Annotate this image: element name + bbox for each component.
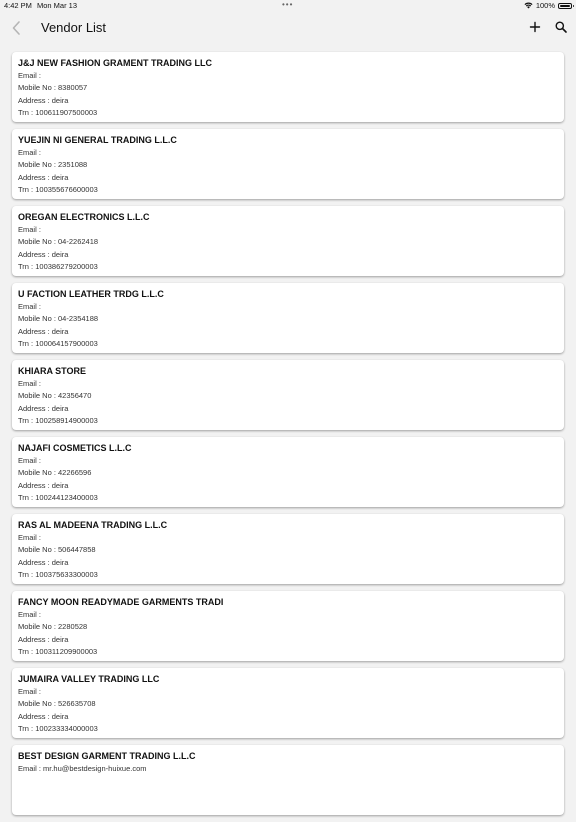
vendor-email: Email : mr.hu@bestdesign-huixue.com (18, 764, 147, 773)
vendor-trn: Trn : 100064157900003 (18, 339, 98, 349)
vendor-card[interactable] (12, 745, 564, 815)
status-date: Mon Mar 13 (37, 1, 78, 10)
vendor-card[interactable] (12, 437, 564, 507)
vendor-trn: Trn : 100375633300003 (18, 570, 98, 580)
add-vendor-icon[interactable] (528, 20, 542, 34)
vendor-card[interactable] (12, 206, 564, 276)
vendor-name: NAJAFI COSMETICS L.L.C (18, 443, 132, 453)
vendor-trn: Trn : 100311209900003 (18, 647, 98, 657)
vendor-trn: Trn : 100611907500003 (18, 108, 98, 118)
wifi-icon (524, 2, 533, 9)
vendor-name: BEST DESIGN GARMENT TRADING L.L.C (18, 751, 196, 761)
vendor-name: RAS AL MADEENA TRADING L.L.C (18, 520, 168, 530)
vendor-email: Email : (18, 225, 41, 234)
vendor-name: OREGAN ELECTRONICS L.L.C (18, 212, 150, 222)
battery-percent: 100% (535, 1, 555, 10)
vendor-mobile: Mobile No : 526635708 (18, 699, 96, 709)
vendor-address: Address : deira (18, 172, 69, 182)
vendor-card[interactable] (12, 283, 564, 353)
vendor-mobile: Mobile No : 04-2262418 (18, 237, 99, 247)
vendor-card[interactable] (12, 52, 564, 122)
navigation-bar (0, 12, 576, 42)
search-icon[interactable] (554, 20, 568, 34)
battery-icon (558, 3, 572, 9)
vendor-name: JUMAIRA VALLEY TRADING LLC (18, 674, 160, 684)
vendor-trn: Trn : 100386279200003 (18, 262, 98, 272)
vendor-trn: Trn : 100244123400003 (18, 493, 98, 503)
vendor-trn: Trn : 100355676600003 (18, 185, 98, 195)
vendor-email: Email : (18, 302, 41, 311)
vendor-email: Email : (18, 379, 41, 388)
vendor-mobile: Mobile No : 8380057 (18, 83, 88, 93)
vendor-name: KHIARA STORE (18, 366, 87, 376)
vendor-email: Email : (18, 687, 41, 696)
vendor-mobile: Mobile No : 42356470 (18, 391, 92, 401)
vendor-email: Email : (18, 610, 41, 619)
page-title: Vendor List (41, 20, 107, 35)
vendor-address: Address : deira (18, 95, 69, 105)
status-time: 4:42 PM (4, 1, 32, 10)
vendor-name: J&J NEW FASHION GRAMENT TRADING LLC (18, 58, 213, 68)
vendor-trn: Trn : 100233334000003 (18, 724, 98, 734)
vendor-email: Email : (18, 148, 41, 157)
vendor-name: YUEJIN NI GENERAL TRADING L.L.C (18, 135, 177, 145)
vendor-trn: Trn : 100258914900003 (18, 416, 98, 426)
vendor-address: Address : deira (18, 249, 69, 259)
vendor-name: U FACTION LEATHER TRDG L.L.C (18, 289, 164, 299)
vendor-address: Address : deira (18, 711, 69, 721)
vendor-address: Address : deira (18, 480, 69, 490)
vendor-list (12, 52, 564, 822)
vendor-email: Email : (18, 456, 41, 465)
status-bar (0, 0, 576, 12)
multitasking-dots[interactable]: ••• (282, 0, 294, 9)
vendor-address: Address : deira (18, 557, 69, 567)
vendor-email: Email : (18, 71, 41, 80)
vendor-card[interactable] (12, 129, 564, 199)
vendor-card[interactable] (12, 668, 564, 738)
vendor-card[interactable] (12, 514, 564, 584)
back-chevron-icon[interactable] (10, 20, 24, 36)
vendor-address: Address : deira (18, 403, 69, 413)
vendor-mobile: Mobile No : 42266596 (18, 468, 92, 478)
vendor-mobile: Mobile No : 2280528 (18, 622, 88, 632)
vendor-card[interactable] (12, 591, 564, 661)
vendor-mobile: Mobile No : 506447858 (18, 545, 96, 555)
vendor-mobile: Mobile No : 2351088 (18, 160, 88, 170)
vendor-email: Email : (18, 533, 41, 542)
vendor-name: FANCY MOON READYMADE GARMENTS TRADI (18, 597, 224, 607)
status-right (524, 1, 572, 10)
vendor-address: Address : deira (18, 634, 69, 644)
vendor-mobile: Mobile No : 04-2354188 (18, 314, 99, 324)
vendor-address: Address : deira (18, 326, 69, 336)
vendor-card[interactable] (12, 360, 564, 430)
